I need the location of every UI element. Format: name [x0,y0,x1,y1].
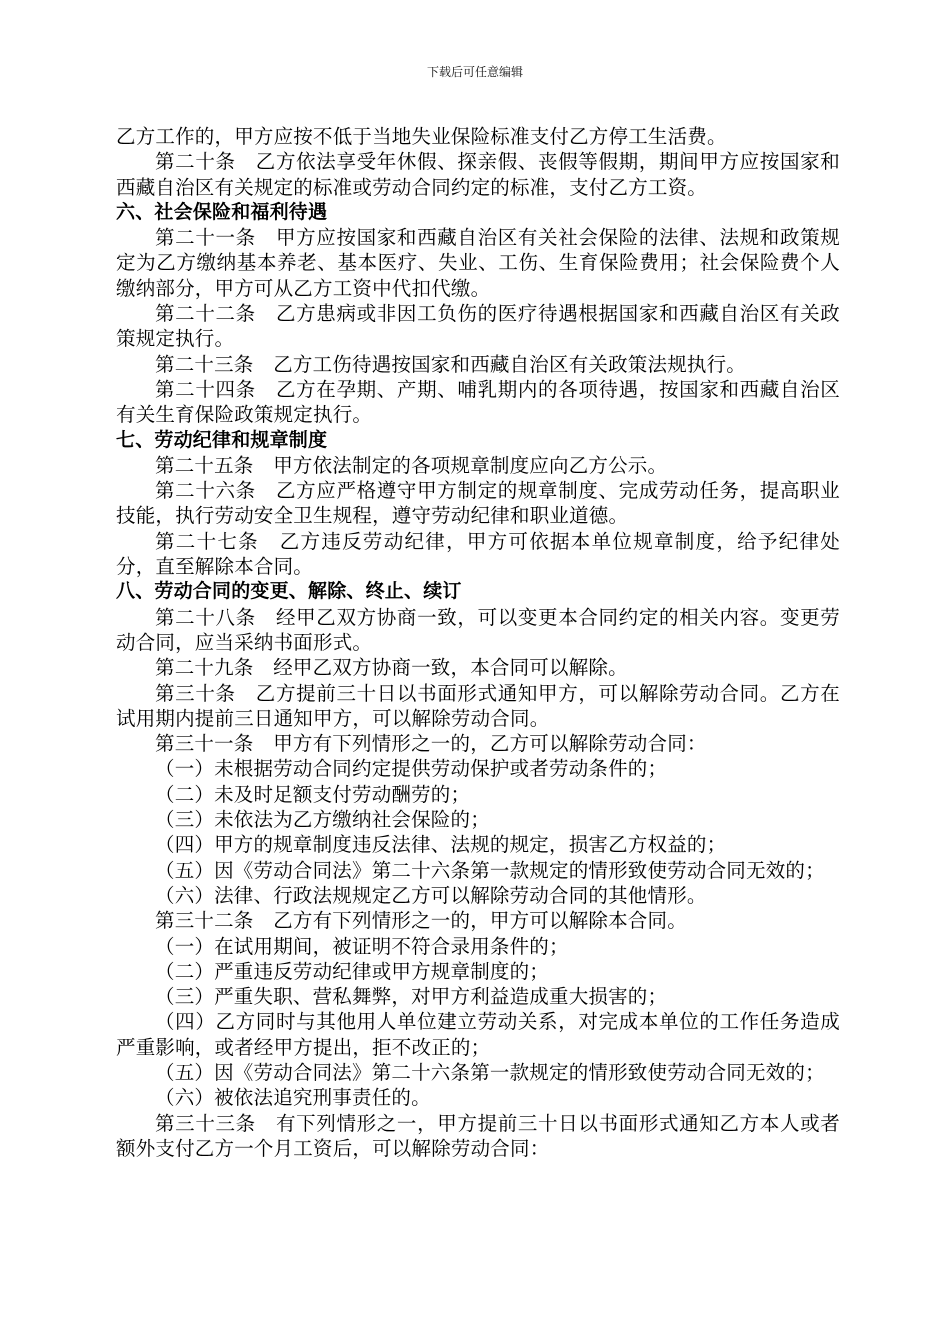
article-29: 第二十九条 经甲乙双方协商一致，本合同可以解除。 [155,656,628,680]
article-30: 第三十条 乙方提前三十日以书面形式通知甲方，可以解除劳动合同。乙方在试用期内提前三日通知甲方，可以解除劳动合同。 [116,681,840,730]
section-heading-social-insurance: 六、社会保险和福利待遇 [116,200,328,223]
paragraph-continuation: 乙方工作的，甲方应按不低于当地失业保险标准支付乙方停工生活费。 [116,125,727,148]
list-item: （六）被依法追究刑事责任的。 [155,1086,431,1110]
contract-body [116,124,840,1161]
list-item: （三）严重失职、营私舞弊，对甲方利益造成重大损害的； [155,985,668,1009]
article-31: 第三十一条 甲方有下列情形之一的，乙方可以解除劳动合同： [155,732,707,756]
list-item: （五）因《劳动合同法》第二十六条第一款规定的情形致使劳动合同无效的； [155,1060,825,1084]
article-24: 第二十四条 乙方在孕期、产期、哺乳期内的各项待遇，按国家和西藏自治区有关生育保险政策规定执行。 [116,377,840,427]
article-33: 第三十三条 有下列情形之一，甲方提前三十日以书面形式通知乙方本人或者额外支付乙方一个月工资后，可以解除劳动合同： [116,1111,840,1160]
list-item: （四）甲方的规章制度违反法律、法规的规定，损害乙方权益的； [155,833,727,857]
list-item: （三）未依法为乙方缴纳社会保险的； [155,808,490,832]
article-23: 第二十三条 乙方工伤待遇按国家和西藏自治区有关政策法规执行。 [155,352,747,376]
article-22: 第二十二条 乙方患病或非因工负伤的医疗待遇根据国家和西藏自治区有关政策规定执行。 [116,302,840,351]
article-27: 第二十七条 乙方违反劳动纪律，甲方可依据本单位规章制度，给予纪律处分，直至解除本合同。 [116,529,840,579]
list-item: （四）乙方同时与其他用人单位建立劳动关系，对完成本单位的工作任务造成严重影响，或者经甲方提出，拒不改正的； [116,1010,840,1059]
article-21: 第二十一条 甲方应按国家和西藏自治区有关社会保险的法律、法规和政策规定为乙方缴纳基本养老、基本医疗、失业、工伤、生育保险费用；社会保险费个人缴纳部分，甲方可从乙方工资中代扣代缴。 [116,226,840,300]
list-item: （一）未根据劳动合同约定提供劳动保护或者劳动条件的； [155,757,668,781]
article-25: 第二十五条 甲方依法制定的各项规章制度应向乙方公示。 [155,453,668,477]
article-28: 第二十八条 经甲乙双方协商一致，可以变更本合同约定的相关内容。变更劳动合同，应当采纳书面形式。 [116,605,840,654]
section-heading-contract-changes: 八、劳动合同的变更、解除、终止、续订 [116,580,462,603]
article-32: 第三十二条 乙方有下列情形之一的，甲方可以解除本合同。 [155,909,687,933]
list-item: （二）严重违反劳动纪律或甲方规章制度的； [155,959,550,983]
list-item: （六）法律、行政法规规定乙方可以解除劳动合同的其他情形。 [155,883,707,907]
article-26: 第二十六条 乙方应严格遵守甲方制定的规章制度、完成劳动任务，提高职业技能，执行劳动安全卫生规程，遵守劳动纪律和职业道德。 [116,479,840,528]
section-heading-labor-discipline: 七、劳动纪律和规章制度 [116,428,328,451]
list-item: （五）因《劳动合同法》第二十六条第一款规定的情形致使劳动合同无效的； [155,858,825,882]
article-20: 第二十条 乙方依法享受年休假、探亲假、丧假等假期，期间甲方应按国家和西藏自治区有关规定的标准或劳动合同约定的标准，支付乙方工资。 [116,150,840,199]
page-header: 下载后可任意编辑 [426,65,523,79]
list-item: （二）未及时足额支付劳动酬劳的； [155,782,471,806]
list-item: （一）在试用期间，被证明不符合录用条件的； [155,934,569,958]
